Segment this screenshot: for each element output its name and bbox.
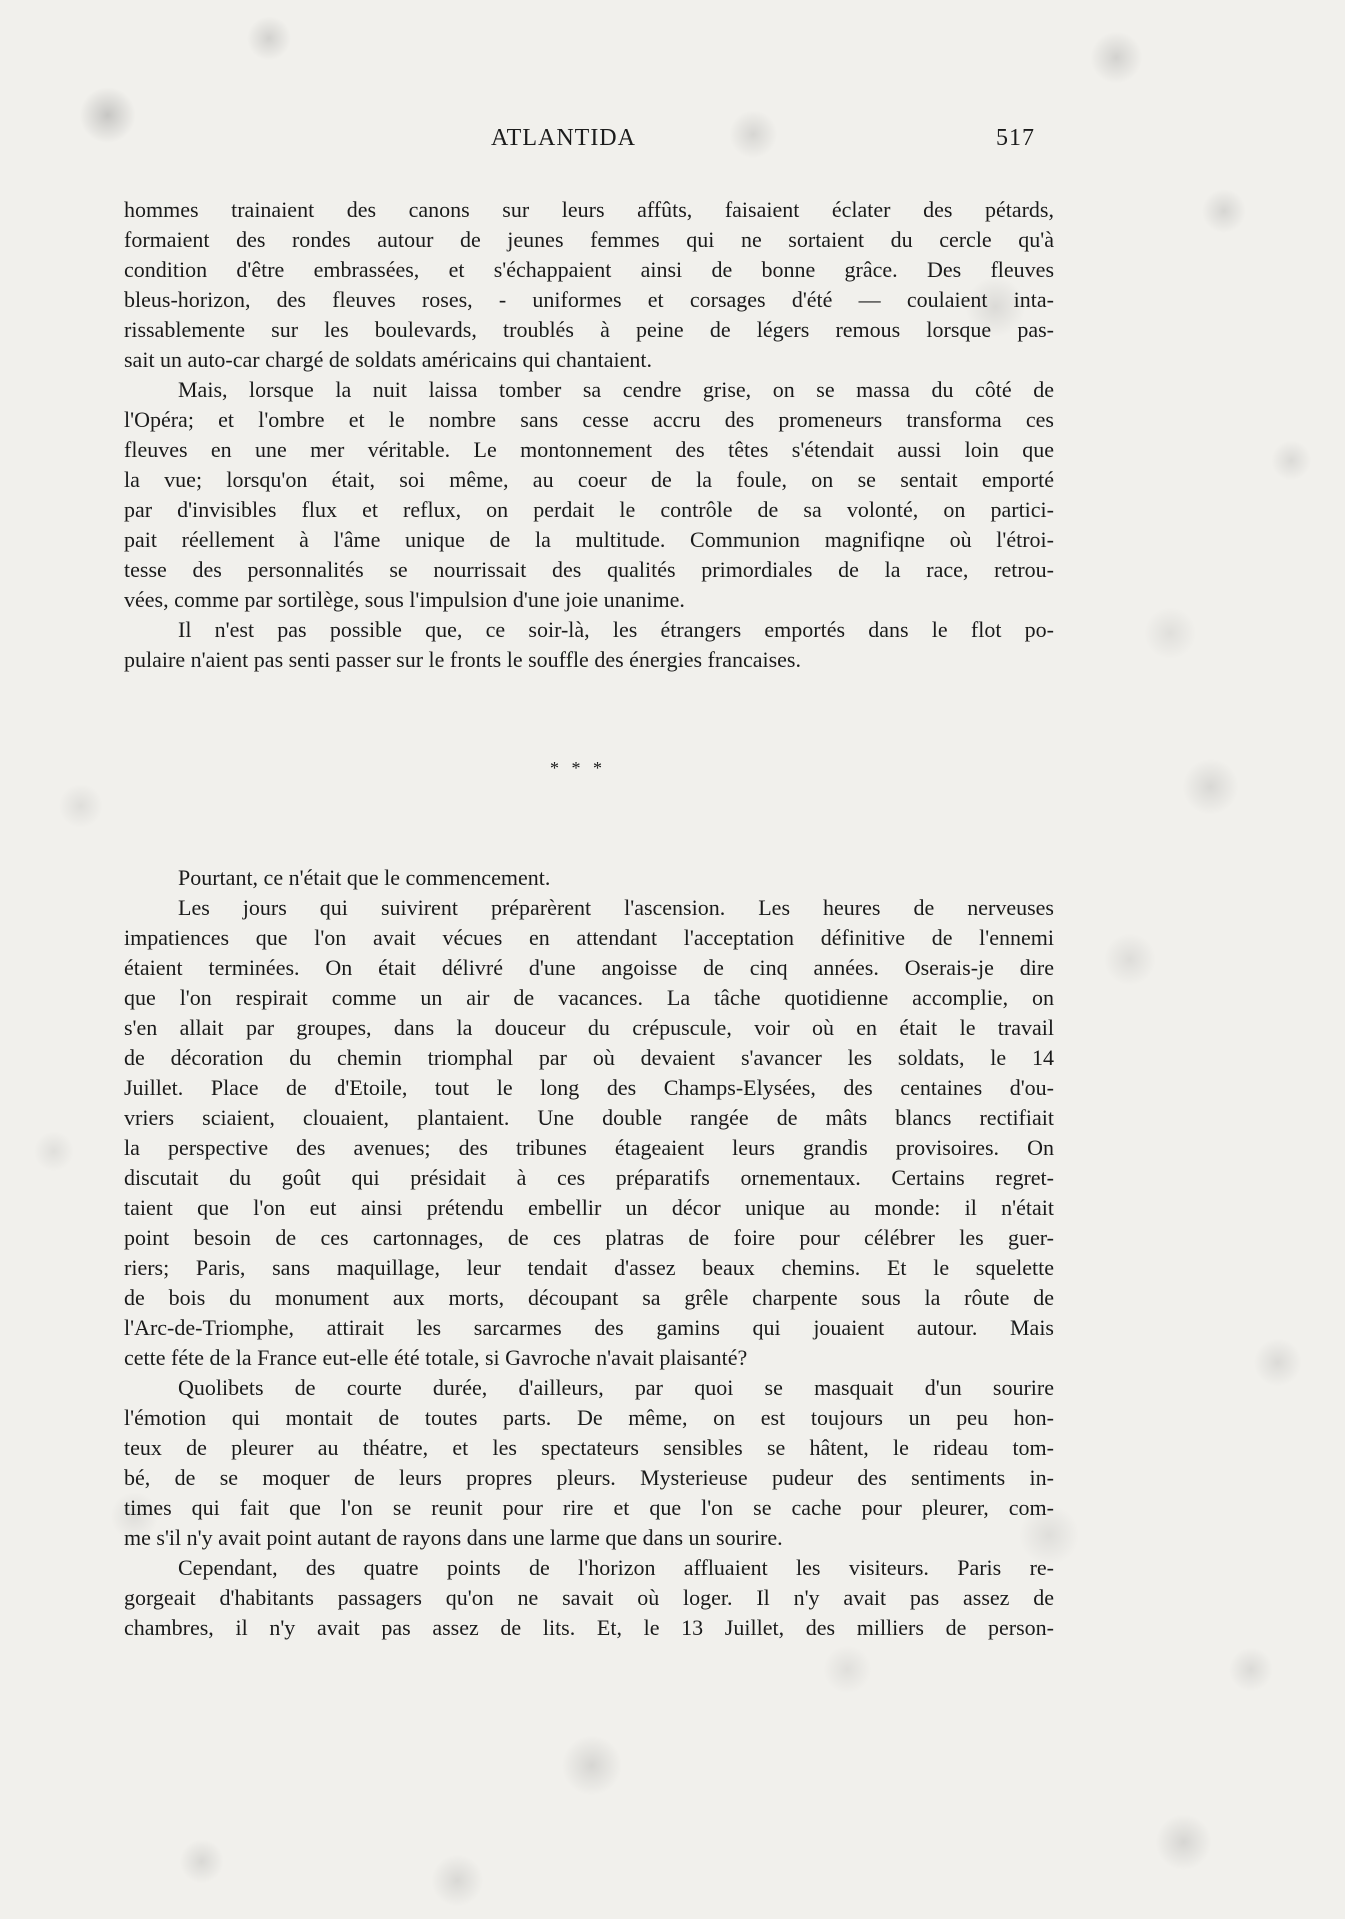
text-line: Les jours qui suivirent préparèrent l'ascension. Les heures de nerveuses: [178, 895, 1054, 920]
text-line: impatiences que l'on avait vécues en attendant l'acceptation définitive de l'ennemi: [124, 925, 1054, 950]
text-line: l'Arc-de-Triomphe, attirait les sarcarmes des gamins qui jouaient autour. Mais: [124, 1315, 1054, 1340]
text-line: rissablemente sur les boulevards, troublés à peine de légers remous lorsque pas-: [124, 317, 1054, 342]
text-line: que l'on respirait comme un air de vacances. La tâche quotidienne accomplie, on: [124, 985, 1054, 1010]
text-line: Juillet. Place de d'Etoile, tout le long des Champs-Elysées, des centaines d'ou-: [124, 1075, 1054, 1100]
text-line: chambres, il n'y avait pas assez de lits. Et, le 13 Juillet, des milliers de person-: [124, 1615, 1054, 1640]
text-line: riers; Paris, sans maquillage, leur tendait d'assez beaux chemins. Et le squelette: [124, 1255, 1054, 1280]
text-line: fleuves en une mer véritable. Le montonnement des têtes s'étendait aussi loin que: [124, 437, 1054, 462]
page-number: 517: [996, 125, 1035, 151]
text-line: tesse des personnalités se nourrissait des qualités primordiales de la race, retrou-: [124, 557, 1054, 582]
text-block-2: [124, 863, 1054, 1643]
text-line: Mais, lorsque la nuit laissa tomber sa cendre grise, on se massa du côté de: [178, 377, 1054, 402]
page-header: [120, 125, 1035, 165]
text-line: bé, de se moquer de leurs propres pleurs. Mysterieuse pudeur des sentiments in-: [124, 1465, 1054, 1490]
text-line: Quolibets de courte durée, d'ailleurs, par quoi se masquait d'un sourire: [178, 1375, 1054, 1400]
text-line: de bois du monument aux morts, découpant sa grêle charpente sous la rôute de: [124, 1285, 1054, 1310]
text-line: pulaire n'aient pas senti passer sur le fronts le souffle des énergies francaises.: [124, 647, 801, 672]
text-line: me s'il n'y avait point autant de rayons dans une larme que dans un sourire.: [124, 1525, 783, 1550]
text-line: point besoin de ces cartonnages, de ces platras de foire pour célébrer les guer-: [124, 1225, 1054, 1250]
text-line: l'Opéra; et l'ombre et le nombre sans cesse accru des promeneurs transforma ces: [124, 407, 1054, 432]
text-line: formaient des rondes autour de jeunes femmes qui ne sortaient du cercle qu'à: [124, 227, 1054, 252]
text-line: Pourtant, ce n'était que le commencement.: [178, 865, 551, 890]
text-line: sait un auto-car chargé de soldats américains qui chantaient.: [124, 347, 652, 372]
text-line: de décoration du chemin triomphal par où devaient s'avancer les soldats, le 14: [124, 1045, 1054, 1070]
text-line: étaient terminées. On était délivré d'une angoisse de cinq années. Oserais-je dire: [124, 955, 1054, 980]
text-line: taient que l'on eut ainsi prétendu embellir un décor unique au monde: il n'était: [124, 1195, 1054, 1220]
section-separator: * * *: [550, 758, 606, 778]
text-line: pait réellement à l'âme unique de la multitude. Communion magnifiqne où l'étroi-: [124, 527, 1054, 552]
text-line: par d'invisibles flux et reflux, on perdait le contrôle de sa volonté, on partici-: [124, 497, 1054, 522]
text-line: cette féte de la France eut-elle été totale, si Gavroche n'avait plaisanté?: [124, 1345, 748, 1370]
text-line: condition d'être embrassées, et s'échappaient ainsi de bonne grâce. Des fleuves: [124, 257, 1054, 282]
text-line: l'émotion qui montait de toutes parts. De même, on est toujours un peu hon-: [124, 1405, 1054, 1430]
text-line: hommes trainaient des canons sur leurs affûts, faisaient éclater des pétards,: [124, 197, 1054, 222]
text-line: s'en allait par groupes, dans la douceur du crépuscule, voir où en était le travail: [124, 1015, 1054, 1040]
running-title: ATLANTIDA: [491, 125, 636, 151]
text-line: teux de pleurer au théatre, et les spectateurs sensibles se hâtent, le rideau tom-: [124, 1435, 1054, 1460]
text-line: vriers sciaient, clouaient, plantaient. Une double rangée de mâts blancs rectifiait: [124, 1105, 1054, 1130]
text-line: vées, comme par sortilège, sous l'impulsion d'une joie unanime.: [124, 587, 685, 612]
text-line: discutait du goût qui présidait à ces préparatifs ornementaux. Certains regret-: [124, 1165, 1054, 1190]
text-line: Cependant, des quatre points de l'horizon affluaient les visiteurs. Paris re-: [178, 1555, 1054, 1580]
text-line: gorgeait d'habitants passagers qu'on ne savait où loger. Il n'y avait pas assez de: [124, 1585, 1054, 1610]
text-line: Il n'est pas possible que, ce soir-là, les étrangers emportés dans le flot po-: [178, 617, 1054, 642]
text-block-1: [124, 195, 1054, 675]
text-line: la vue; lorsqu'on était, soi même, au coeur de la foule, on se sentait emporté: [124, 467, 1054, 492]
text-line: la perspective des avenues; des tribunes étageaient leurs grandis provisoires. On: [124, 1135, 1054, 1160]
text-line: bleus-horizon, des fleuves roses, - uniformes et corsages d'été — coulaient inta-: [124, 287, 1054, 312]
text-line: times qui fait que l'on se reunit pour rire et que l'on se cache pour pleurer, com-: [124, 1495, 1054, 1520]
